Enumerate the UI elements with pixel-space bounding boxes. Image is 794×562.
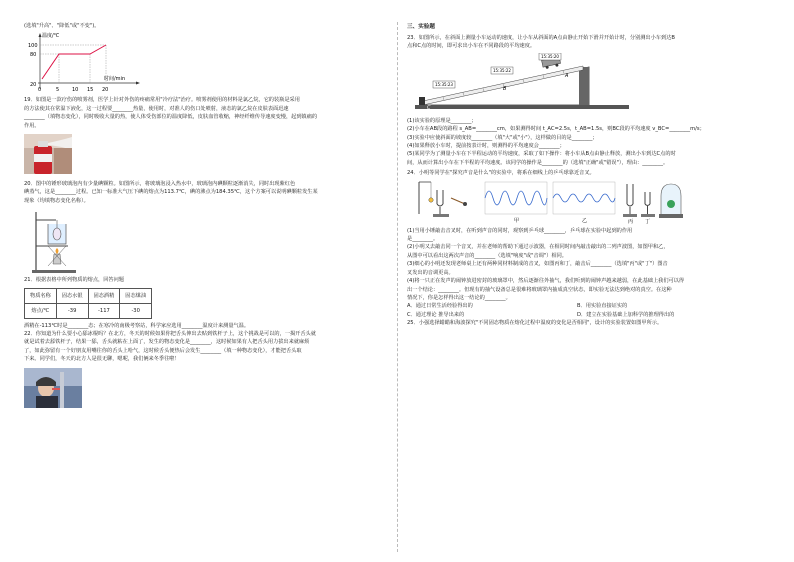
y-tick-20: 20 (30, 82, 37, 89)
tuning-fork-figure (417, 180, 687, 224)
q19-line2: 的方法使其在常温下液化，这一过程要________热量，使用时，对准人的伤口处喷射，液态的氯乙烷在皮肤表面迅速 (24, 105, 289, 112)
y-tick-80: 80 (30, 52, 37, 59)
q23-sub1: (1)该实验的原理是________； (407, 117, 477, 124)
option-b: B．用实验直接证实的 (577, 303, 628, 310)
table-header-cell: 固态煤油 (120, 288, 152, 303)
table-cell: -30 (120, 303, 152, 318)
point-a-label: A (565, 72, 569, 79)
table-header-cell: 固态水银 (56, 288, 88, 303)
q19-line3: ________（填物态变化），同时吸收大量的热，使人体受伤部位的温度降低，皮肤血管收缩，神经纤维传导速度变慢，起到镇痛的 (24, 114, 318, 121)
q23-sub4: (4)如果释放小车时，提前按表计时，则测得的平均速度会________； (407, 143, 565, 150)
frozen-tongue-photo (24, 368, 82, 408)
fig-label-yi: 乙 (582, 217, 588, 224)
melting-point-table (24, 288, 152, 319)
y-tick-100: 100 (28, 43, 38, 50)
fig-label-ding: 丁 (645, 218, 651, 224)
oscilloscope-yi (553, 182, 615, 214)
q19-line4: 作用。 (24, 122, 40, 129)
q21-line1: 21．根据表格中所列物质的熔点，回答问题 (24, 277, 124, 284)
intro-note: (选填"升高"、"降低"或"不变")。 (24, 23, 100, 29)
q20-line3: 现象（均填物态变化名称）。 (24, 197, 89, 204)
q23-sub3: (3)实验中应使斜面的坡度较________（填"大"或"小"），这样做的目的是________； (407, 134, 598, 141)
option-c: C．通过理论 推导出来的 (407, 311, 465, 318)
q23-sub2: (2)小车在AB段的路程 s_AB=________cm，如果测得时间 t_AC=2.5s，t_AB=1.5s，则BC段的平均速度 v_BC=________m/s； (407, 126, 705, 133)
option-d: D．建立在实验基础上加科学的推理得出的 (577, 311, 675, 318)
q24-sub1b: 是________。 (407, 236, 439, 243)
incline-cart-figure (413, 53, 633, 113)
oscilloscope-jia (485, 182, 547, 214)
q24-sub4a: (4)将一只正在发声的闹钟放进密封的玻璃罩中，然后逐渐往外抽气，我们听到的闹钟声越来越弱，在此基础上我们可以得 (407, 278, 685, 285)
point-b-label: B (503, 85, 507, 92)
table-header-cell: 固态酒精 (88, 288, 120, 303)
q24-sub1a: (1)当用小锤敲击音叉时，在听到声音的同时，观察到乒乓球________，乒乓球在实验中起到的作用 (407, 227, 633, 234)
timer-readout-c: 15:35:23 (435, 81, 453, 87)
x-tick-5: 5 (56, 87, 60, 94)
point-c-label: C (427, 104, 431, 111)
iodine-heating-apparatus (30, 208, 80, 274)
q22-line2: 就是试着去舔铁杆子，结果一舔，舌头就粘在上面了，发生的物态变化是________，这时候如果有人把舌头用力拔出来就麻烦 (24, 339, 310, 346)
q23-line2: 点和C点的时间，即可求出小车在不同路段的平均速度。 (407, 43, 536, 50)
temperature-time-graph (26, 31, 146, 93)
table-row-label: 熔点/℃ (25, 303, 57, 318)
q24-sub3b: 叉发出的音调更高。 (407, 269, 454, 276)
table-cell: -39 (56, 303, 88, 318)
q24-options-row2 (407, 311, 780, 319)
q24-sub3a: (3)细心的小明还发现老师桌上还有两种同材料制成的音叉，如图丙和丁，敲击后________（选填"丙"或"丁"）图音 (407, 261, 668, 268)
spray-can-photo (24, 134, 72, 174)
x-axis-label: 时间/min (104, 76, 126, 83)
fig-label-bing: 丙 (628, 218, 634, 224)
q22-line1: 22．你知道为什么要小心舔冰棍吗？在北方，冬天的时候如果你把舌头伸出去贴到铁杆子上，这个挑战是可以的，一揭开舌头就 (24, 331, 316, 338)
section-title: 三、实验题 (407, 24, 435, 30)
q24-line1: 24．小明等同学在"探究声音是什么"的实验中，将系在细线上的乒乓球靠近音叉。 (407, 170, 595, 177)
q24-sub2b: 从图中可以看出这两次声音的________（选填"响度"或"音调"）相同。 (407, 252, 567, 259)
timer-readout-a: 15:35:20 (541, 53, 559, 59)
x-tick-15: 15 (87, 87, 94, 94)
option-a: A．通过日常生活经验得出的 (407, 303, 473, 310)
x-tick-0: 0 (38, 87, 42, 94)
x-tick-10: 10 (72, 87, 79, 94)
x-tick-20: 20 (102, 87, 109, 94)
q20-line1: 20．图中的锤形玻璃泡内有少量碘颗粒。如图所示，将玻璃泡浸入热水中，玻璃泡内碘颗粒逐渐消失，同时出现紫红色 (24, 181, 296, 188)
q22-line3: 了，如此弥留有一个好朋友用嘴往你的舌头上哈气，这时候舌头便热后会发生________（填一种物态变化），才能把舌头取 (24, 347, 302, 354)
right-page (397, 0, 794, 562)
temperature-curve (42, 45, 106, 79)
q23-sub5a: (5)某同学为了测量小车在下半程运动的平均速度，采取了如下操作：将小车从B点由静止释放，测出小车到达C点的时 (407, 151, 676, 158)
q25-line1: 25．小强选择蜡蜡和海波探究"不同固态物质在熔化过程中温度的变化是否相同"，设计的实验装置如图甲所示。 (407, 320, 663, 327)
q23-line1: 23．如图所示，在斜面上测量小车运动的速度，让小车从斜面的A点由静止开始下滑并开始计时，分别测出小车到达B (407, 35, 675, 41)
q22-line4: 下来。同学们，冬天的北方人是很无聊，嗯呢，我们俩来冬季往啦！ (24, 356, 180, 363)
q21-line2: 酒精在-113℃时是________态；在寒冷的南极考察站，科学家应选用________温度计来测量气温。 (24, 322, 250, 329)
q24-sub2a: (2)小明又去敲击同一个音叉，并在老师的帮助下通过示波器，在相同时间内敲击敲出的二列声波图，如图甲和乙， (407, 244, 669, 251)
q20-line2: 碘蒸气，这是________过程。已知一标准大气压下碘的熔点为113.7℃，碘的沸点为184.35℃，这个方案可以说明碘颗粒发生某 (24, 189, 318, 196)
x-axis-arrow (136, 82, 140, 85)
q19-line1: 19．如图是一款疗伤的喷雾剂，医学上针对外伤的疼痛常用"冷疗法"治疗。喷雾剂使用的材料是氯乙烷，它的装瓶是采用 (24, 97, 300, 104)
q24-options-row1 (407, 302, 780, 310)
table-header-cell: 物质名称 (25, 288, 57, 303)
y-axis-label: 温度/℃ (42, 33, 60, 40)
timer-readout-b: 15:35:22 (493, 67, 511, 73)
q23-sub5b: 间，从而计算出小车在下半程的平均速度。该同学的操作是________的（选填"正确"或"错误"），理由：________。 (407, 159, 669, 166)
q24-sub4c: 情况下，你是怎样得出这一结论的________。 (407, 294, 511, 301)
fig-label-jia: 甲 (514, 217, 520, 224)
table-row (25, 303, 152, 318)
q24-sub4b: 出一个结论：________。但现有的抽气设备总是很难将玻璃罩内抽成真空状态，即实验无法达到绝对的真空。在这种 (407, 286, 672, 293)
table-header-row (25, 288, 152, 303)
table-cell: -117 (88, 303, 120, 318)
